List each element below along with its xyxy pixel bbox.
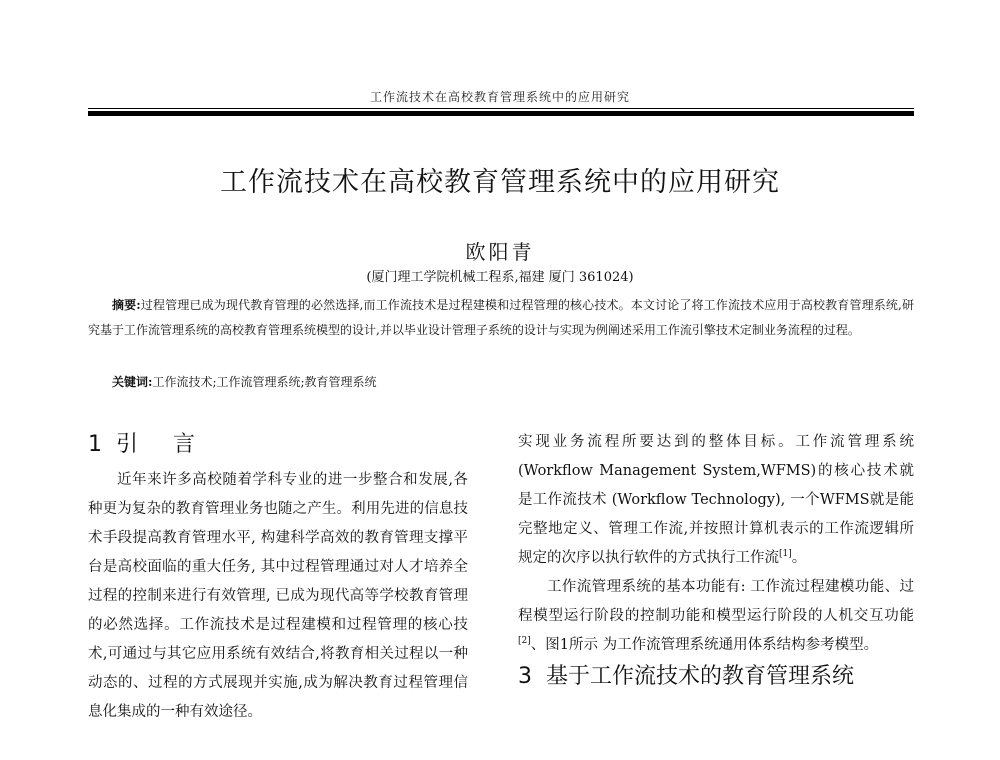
functions-text-a: 工作流管理系统的基本功能有: 工作流过程建模功能、过程模型运行阶段的控制功能和模型运行阶段的人机交互功能 <box>518 579 914 624</box>
abstract-text: 过程管理已成为现代教育管理的必然选择,而工作流技术是过程建模和过程管理的核心技术。本文讨论了将工作流技术应用于高校教育管理系统,研究基于工作流管理系统的高校教育管理系统模型的设计,并以毕业设计管理子系统的设计与实现为例阐述采用工作流引擎技术定制业务流程的过程。 <box>88 298 914 337</box>
header-rule-thin <box>88 108 914 109</box>
header-rule-thick <box>88 111 914 116</box>
keywords-text: 工作流技术;工作流管理系统;教育管理系统 <box>152 375 377 389</box>
left-column <box>88 428 468 727</box>
running-header: 工作流技术在高校教育管理系统中的应用研究 <box>369 90 630 104</box>
section-heading-introduction <box>88 428 468 462</box>
right-column <box>518 428 914 698</box>
functions-paragraph <box>518 573 914 660</box>
paper-title: 工作流技术在高校教育管理系统中的应用研究 <box>220 167 780 198</box>
paper-author: 欧阳青 <box>465 240 535 264</box>
paper-affiliation: (厦门理工学院机械工程系,福建 厦门 361024) <box>366 270 634 285</box>
section-number: 1 <box>88 432 102 457</box>
reference-2: [2] <box>518 636 531 647</box>
abstract <box>88 293 914 343</box>
wfms-paragraph-text: 实现业务流程所要达到的整体目标。工作流管理系统(Workflow Management System,WFMS)的核心技术就是工作流技术 (Workflow Technology), 一个WFMS就是能完整地定义、管理工作流,并按照计算机表示的工作流逻辑所规定的次序以执行软件的方式执行工作流 <box>518 434 914 566</box>
section-title: 引 言 <box>116 432 209 457</box>
intro-paragraph: 近年来许多高校随着学科专业的进一步整合和发展,各种更为复杂的教育管理业务也随之产生。利用先进的信息技术手段提高教育管理水平, 构建科学高效的教育管理支撑平台是高校面临的重大任务, 其中过程管理通过对人才培养全过程的控制来进行有效管理, 已成为现代高等学校教育管理的必然选择。工作流技术是过程建模和过程管理的核心技术,可通过与其它应用系统有效结合,将教育相关过程以一种动态的、过程的方式展现并实施,成为解决教育过程管理信息化集成的一种有效途径。 <box>88 472 468 720</box>
section-3-title: 基于工作流技术的教育管理系统 <box>546 664 855 689</box>
keywords <box>112 370 912 395</box>
abstract-label: 摘要: <box>112 298 141 312</box>
wfms-paragraph-end: 。 <box>791 550 807 566</box>
section-heading-3 <box>518 660 914 694</box>
wfms-paragraph <box>518 428 914 573</box>
reference-1: [1] <box>779 549 792 560</box>
section-3-number: 3 <box>518 664 532 689</box>
keywords-label: 关键词: <box>112 375 153 389</box>
functions-text-b: 、图1所示 为工作流管理系统通用体系结构参考模型。 <box>530 637 879 653</box>
